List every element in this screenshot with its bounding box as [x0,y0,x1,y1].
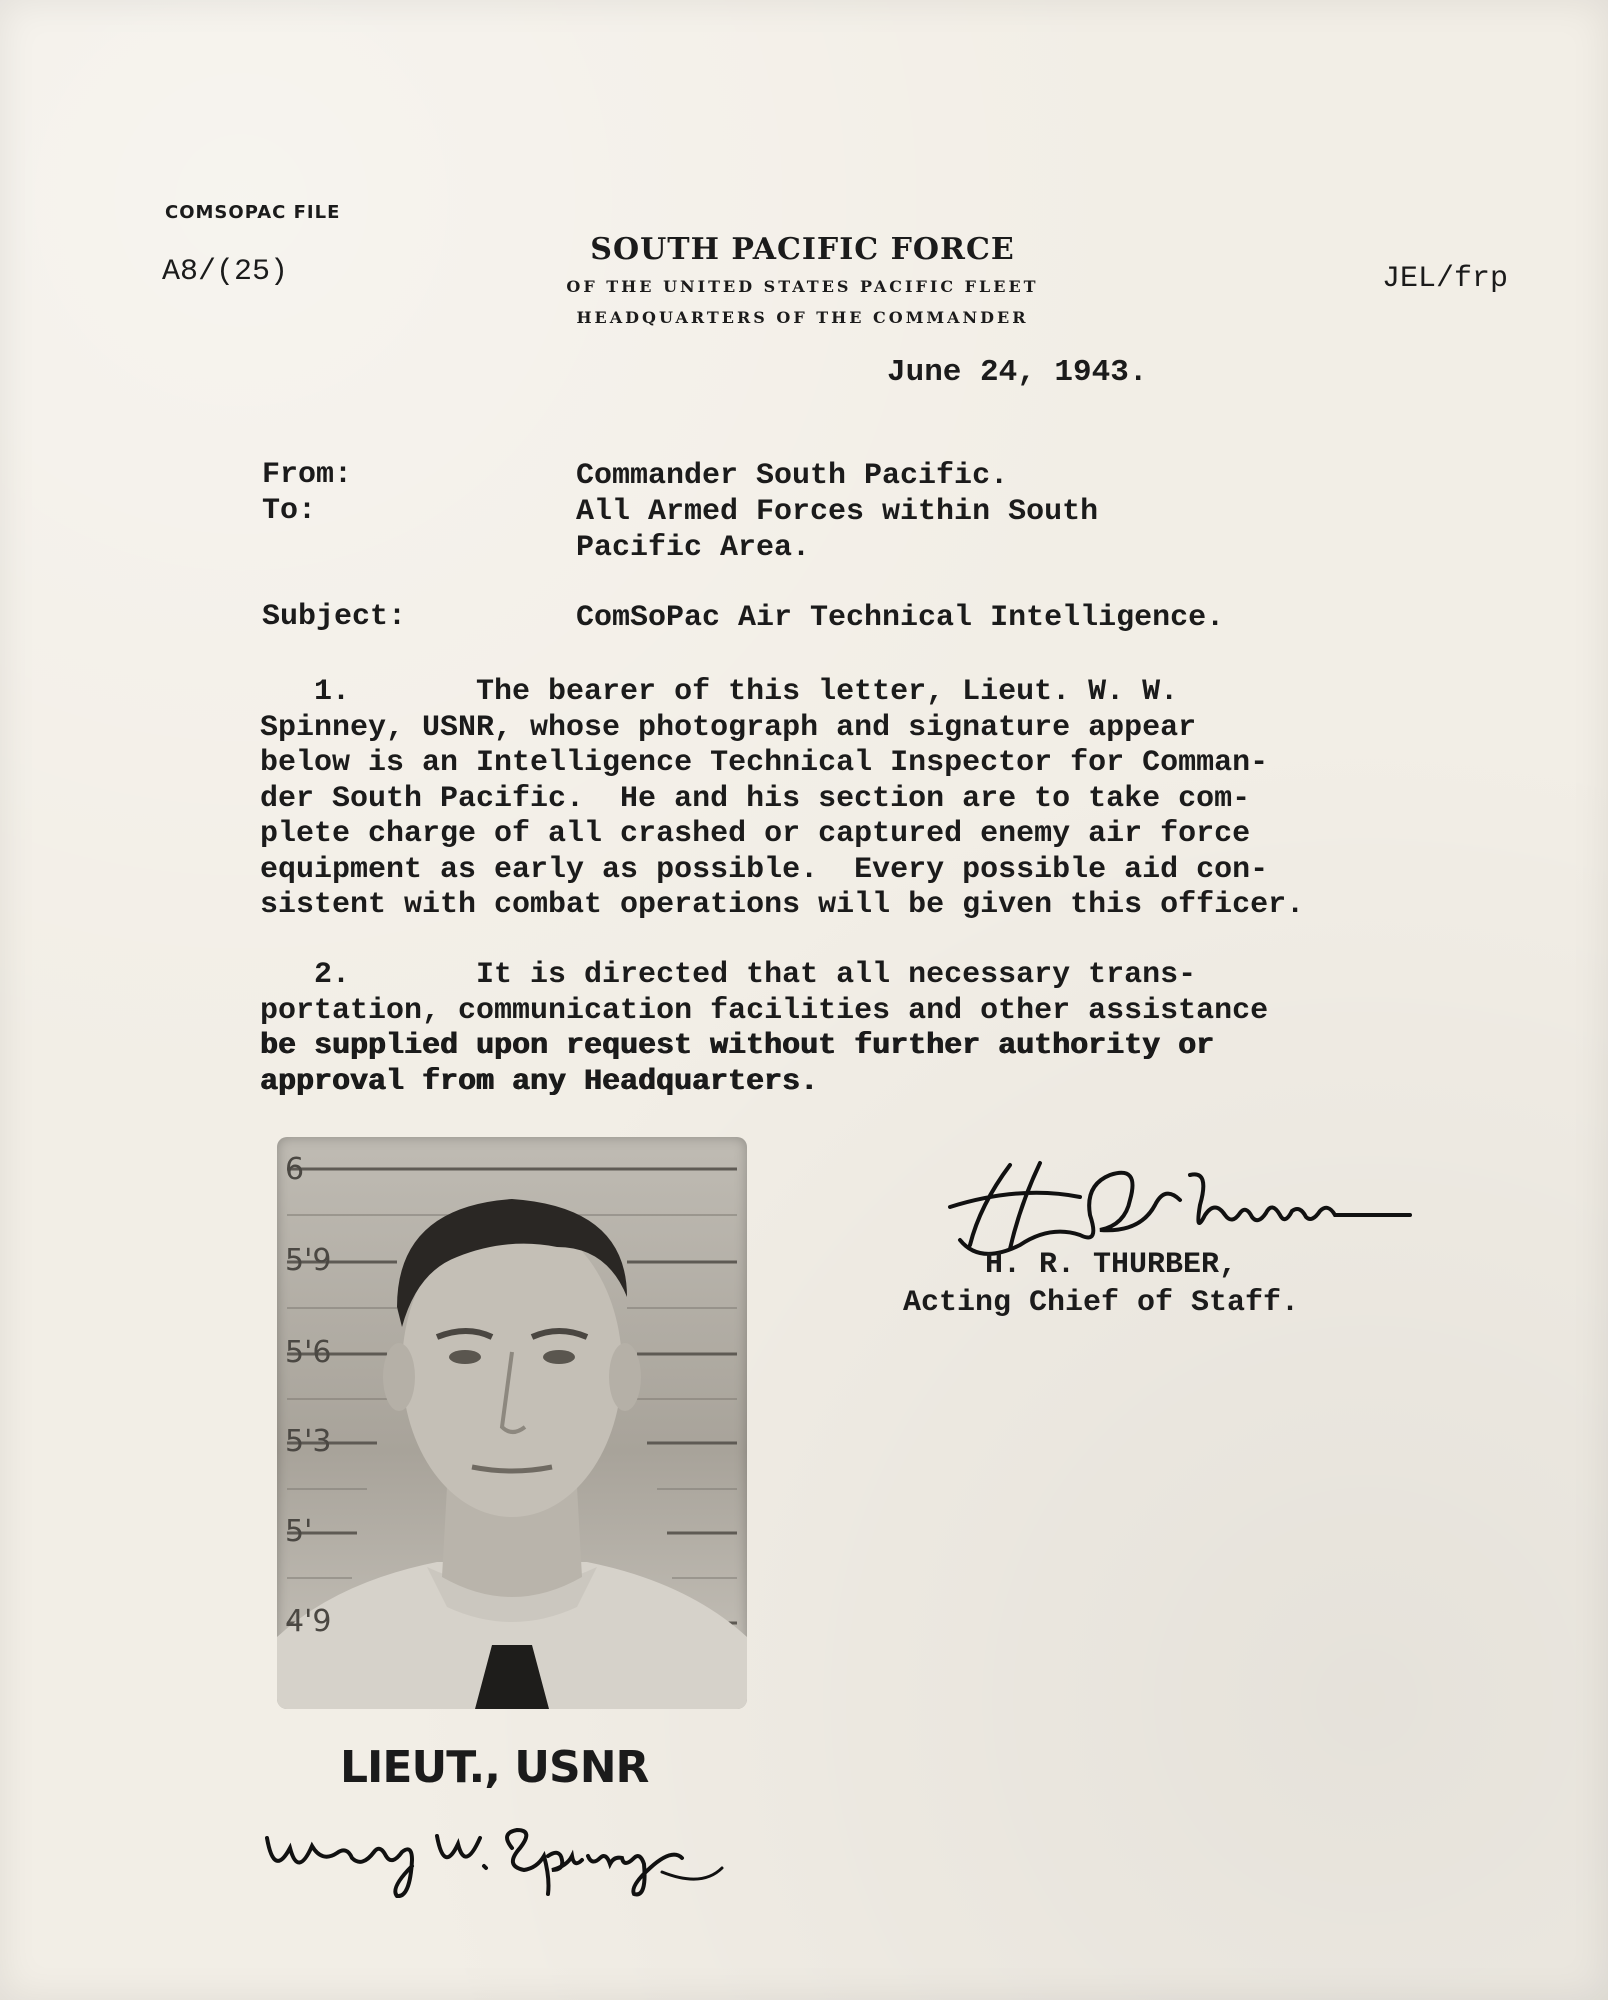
height-mark: 5'6 [285,1335,332,1370]
letter-date: June 24, 1943. [887,355,1148,390]
photo-caption: LIEUT., USNR [340,1742,649,1793]
paragraph-line: portation, communication facilities and other assistance [260,993,1269,1028]
to-label: To: [262,494,317,528]
paragraph-line: below is an Intelligence Technical Inspector for Comman- [260,746,1269,780]
to-line: All Armed Forces within South [576,495,1099,529]
paragraph-line: 1. The bearer of this letter, Lieut. W. W. [260,675,1179,709]
paragraph-line: 2. It is directed that all necessary trans- [260,958,1197,992]
bearer-signature [262,1808,732,1898]
letterhead [540,232,1065,327]
file-label: COMSOPAC FILE [165,202,341,223]
from-value: Commander South Pacific. [576,459,1009,493]
paragraph-2 [260,958,1460,1100]
letterhead-title: SOUTH PACIFIC FORCE [590,232,1015,267]
photo-drawing [277,1137,747,1709]
paragraph-line: equipment as early as possible. Every possible aid con- [260,852,1269,887]
paragraph-1 [260,675,1460,924]
paragraph-line: be supplied upon request without further authority or [260,1029,1215,1063]
paragraph-line: sistent with combat operations will be given this officer. [260,888,1305,922]
paragraph-line: der South Pacific. He and his section are to take com- [260,781,1251,816]
paragraph-line: approval from any Headquarters. [260,1064,819,1099]
to-line: Pacific Area. [576,531,811,565]
signer-title: Acting Chief of Staff. [903,1286,1300,1320]
signer-name: H. R. THURBER, [985,1248,1238,1282]
to-value [576,494,1216,566]
paragraph-line: plete charge of all crashed or captured enemy air force [260,817,1251,851]
from-label: From: [262,458,353,492]
height-mark: 4'9 [285,1604,332,1639]
height-mark: 5'3 [285,1424,332,1459]
height-mark: 6 [285,1152,305,1187]
letterhead-subtitle: OF THE UNITED STATES PACIFIC FLEET [566,277,1039,296]
height-mark: 5'9 [285,1243,332,1278]
subject-value: ComSoPac Air Technical Intelligence. [576,601,1225,635]
subject-label: Subject: [262,600,407,634]
typist-initials: JEL/frp [1381,262,1508,296]
file-number: A8/(25) [162,255,289,289]
paragraph-line: Spinney, USNR, whose photograph and signature appear [260,710,1197,745]
letterhead-subtitle-2: HEADQUARTERS OF THE COMMANDER [576,308,1029,327]
bearer-photograph [277,1137,747,1709]
signer-signature [940,1145,1420,1265]
height-mark: 5' [285,1514,313,1549]
